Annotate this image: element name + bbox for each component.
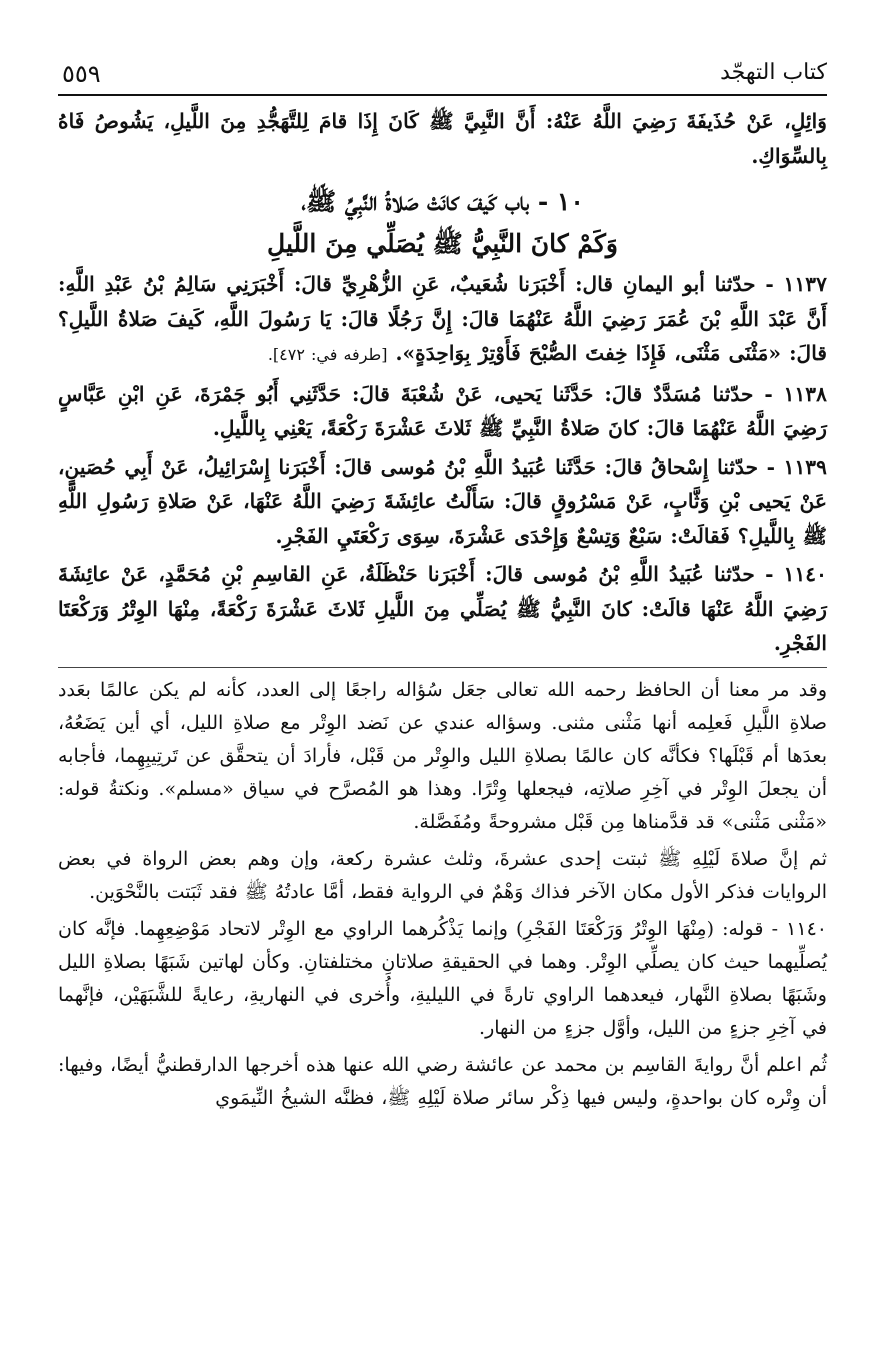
hadith-1137-reference: [طرفه في: ٤٧٢]. [267, 345, 388, 364]
commentary-paragraph: ثم إنَّ صلاةَ لَيْلِهِ ﷺ ثبتت إحدى عشرةَ، وثلث عشرة ركعة، وإن وهم بعض الرواة في بعض الروايات فذكر الأول مكان الآخر فذاك وَهْمٌ في الرواية فقط، أمَّا عادتُهُ ﷺ فقد ثَبَتت بالنَّحْوَين. [58, 847, 827, 903]
hadith-1138: ١١٣٨ - حدّثنا مُسَدَّدٌ قالَ: حَدَّثَنا يَحيى، عَنْ شُعْبَةَ قالَ: حَدَّثَنِي أَبُو جَمْرَةَ، عَنِ ابْنِ عَبَّاسٍ رَضِيَ اللَّهُ عَنْهُمَا قالَ: كانَ صَلاةُ النَّبِيِّ ﷺ ثَلاثَ عَشْرَةَ رَكْعَةً، يَعْنِي بِاللَّيلِ. [58, 381, 827, 440]
chapter-heading-line-2: وَكَمْ كانَ النَّبِيُّ ﷺ يُصَلِّي مِنَ اللَّيلِ [267, 229, 618, 258]
commentary-paragraph: ثُم اعلم أنَّ روايةَ القاسِم بن محمد عن عائشة رضي الله عنها هذه أخرجها الدارقطنيُّ أيضًا، وفيها: أن وِتْره كان بواحدةٍ، وليس فيها ذِكْر سائر صلاة لَيْلِهِ ﷺ، فظنَّه الشيخُ النِّيمَوي [58, 1053, 827, 1109]
commentary-paragraph: وقد مر معنا أن الحافظ رحمه الله تعالى جعَل سُؤاله راجعًا إلى العدد، كأنه لم يكن عالمًا بعَدد صلاةِ اللَّيلِ فَعلِمه أنها مَثْنى مثنى. وسؤاله عندي عن نَضد الوِتْر مع صلاةِ الليل، أي أين يَضَعُهُ، بعدَها أم قَبْلَها؟ فكأنَّه كان عالمًا بصلاةِ الليل والوِتْر من قَبْل، فأرادَ أن يتحقَّق عن تَرتِيبِهِما، فأجابه أن يجعلَ الوِتْر في آخِرِ صلاتِه، فيجعلها وِتْرًا. وهذا هو المُصرَّح في سياق «مسلم». ونكتةُ قوله: «مَثْنى مَثْنى» قد قدَّمناها مِن قَبْل مشروحةً ومُفَصَّلة. [58, 678, 827, 833]
chapter-heading-line-1: ١٠ - باب كَيفَ كانَتْ صَلاةُ النَّبِيِّ ﷺ، [301, 187, 584, 216]
hadith-1137-text: ١١٣٧ - حدّثنا أبو اليمانِ قال: أَخْبَرَنا شُعَيبٌ، عَنِ الزُّهْرِيِّ قالَ: أَخْبَرَنِي سَالِمُ بْنُ عَبْدِ اللَّهِ: أَنَّ عَبْدَ اللَّهِ بْنَ عُمَرَ رَضِيَ اللَّهُ عَنْهُمَا قالَ: إِنَّ رَجُلًا قالَ: يَا رَسُولَ اللَّهِ، كَيفَ صَلاةُ اللَّيلِ؟ قالَ: «مَثْنَى مَثْنَى، فَإِذَا خِفتَ الصُّبْحَ فَأَوْتِرْ بِوَاحِدَةٍ». [58, 272, 827, 365]
book-title: كتاب التهجّد [720, 60, 827, 85]
commentary-paragraph: ١١٤٠ - قوله: (مِنْهَا الوِتْرُ وَرَكْعَتَا الفَجْرِ) وإنما يَذْكُرهما الراوي مع الوِتْر لاتحاد مَوْضِعِهِما. فإنَّه كان يُصلِّيهما حيث كان يصلِّي الوِتْر. وهما في الحقيقةِ صلاتانِ مختلفتانِ. وكأن لهاتين شَبَهًا بصلاةِ الليل وشَبَهًا بصلاةِ النَّهار، فيعدهما الراوي تارةً في الليليةِ، وأُخرى في النهاريةِ، رعايةً للشَّبَهَيْن، فإنَّهما في آخِرِ جزءٍ من الليل، وأوَّل جزءٍ من النهار. [58, 917, 827, 1039]
page-body [58, 104, 827, 1115]
hadith-1140: ١١٤٠ - حدّثنا عُبَيدُ اللَّهِ بْنُ مُوسى قالَ: أَخْبَرَنا حَنْظَلَةُ، عَنِ القاسِمِ بْنِ مُحَمَّدٍ، عَنْ عائِشَةَ رَضِيَ اللَّهُ عَنْهَا قالَتْ: كانَ النَّبِيُّ ﷺ يُصَلِّي مِنَ اللَّيلِ ثَلاثَ عَشْرَةَ رَكْعَةً، مِنْهَا الوِتْرُ وَرَكْعَتَا الفَجْرِ. [58, 562, 827, 655]
page-header [58, 58, 827, 96]
continued-hadith: وَائِلٍ، عَنْ حُذَيفَةَ رَضِيَ اللَّهُ عَنْهُ: أَنَّ النَّبِيَّ ﷺ كَانَ إِذَا قامَ لِلتَّهَجُّدِ مِنَ اللَّيلِ، يَشُوصُ فَاهُ بِالسِّوَاكِ. [58, 109, 827, 168]
hadith-1137 [58, 267, 827, 373]
commentary-separator [58, 667, 827, 668]
page-number: ٥٥٩ [62, 60, 101, 88]
hadith-1139: ١١٣٩ - حدّثنا إِسْحاقُ قالَ: حَدَّثَنا عُبَيدُ اللَّهِ بْنُ مُوسى قالَ: أَخْبَرَنا إِسْرَائِيلُ، عَنْ أَبِي حُصَينٍ، عَنْ يَحيى بْنِ وَثَّابٍ، عَنْ مَسْرُوقٍ قالَ: سَأَلْتُ عائِشَةَ رَضِيَ اللَّهُ عَنْهَا، عَنْ صَلاةِ رَسُولِ اللَّهِ ﷺ بِاللَّيلِ؟ فَقالَتْ: سَبْعٌ وَتِسْعٌ وَإِحْدَى عَشْرَةَ، سِوَى رَكْعَتَيِ الفَجْرِ. [58, 454, 827, 548]
chapter-heading [58, 181, 827, 265]
